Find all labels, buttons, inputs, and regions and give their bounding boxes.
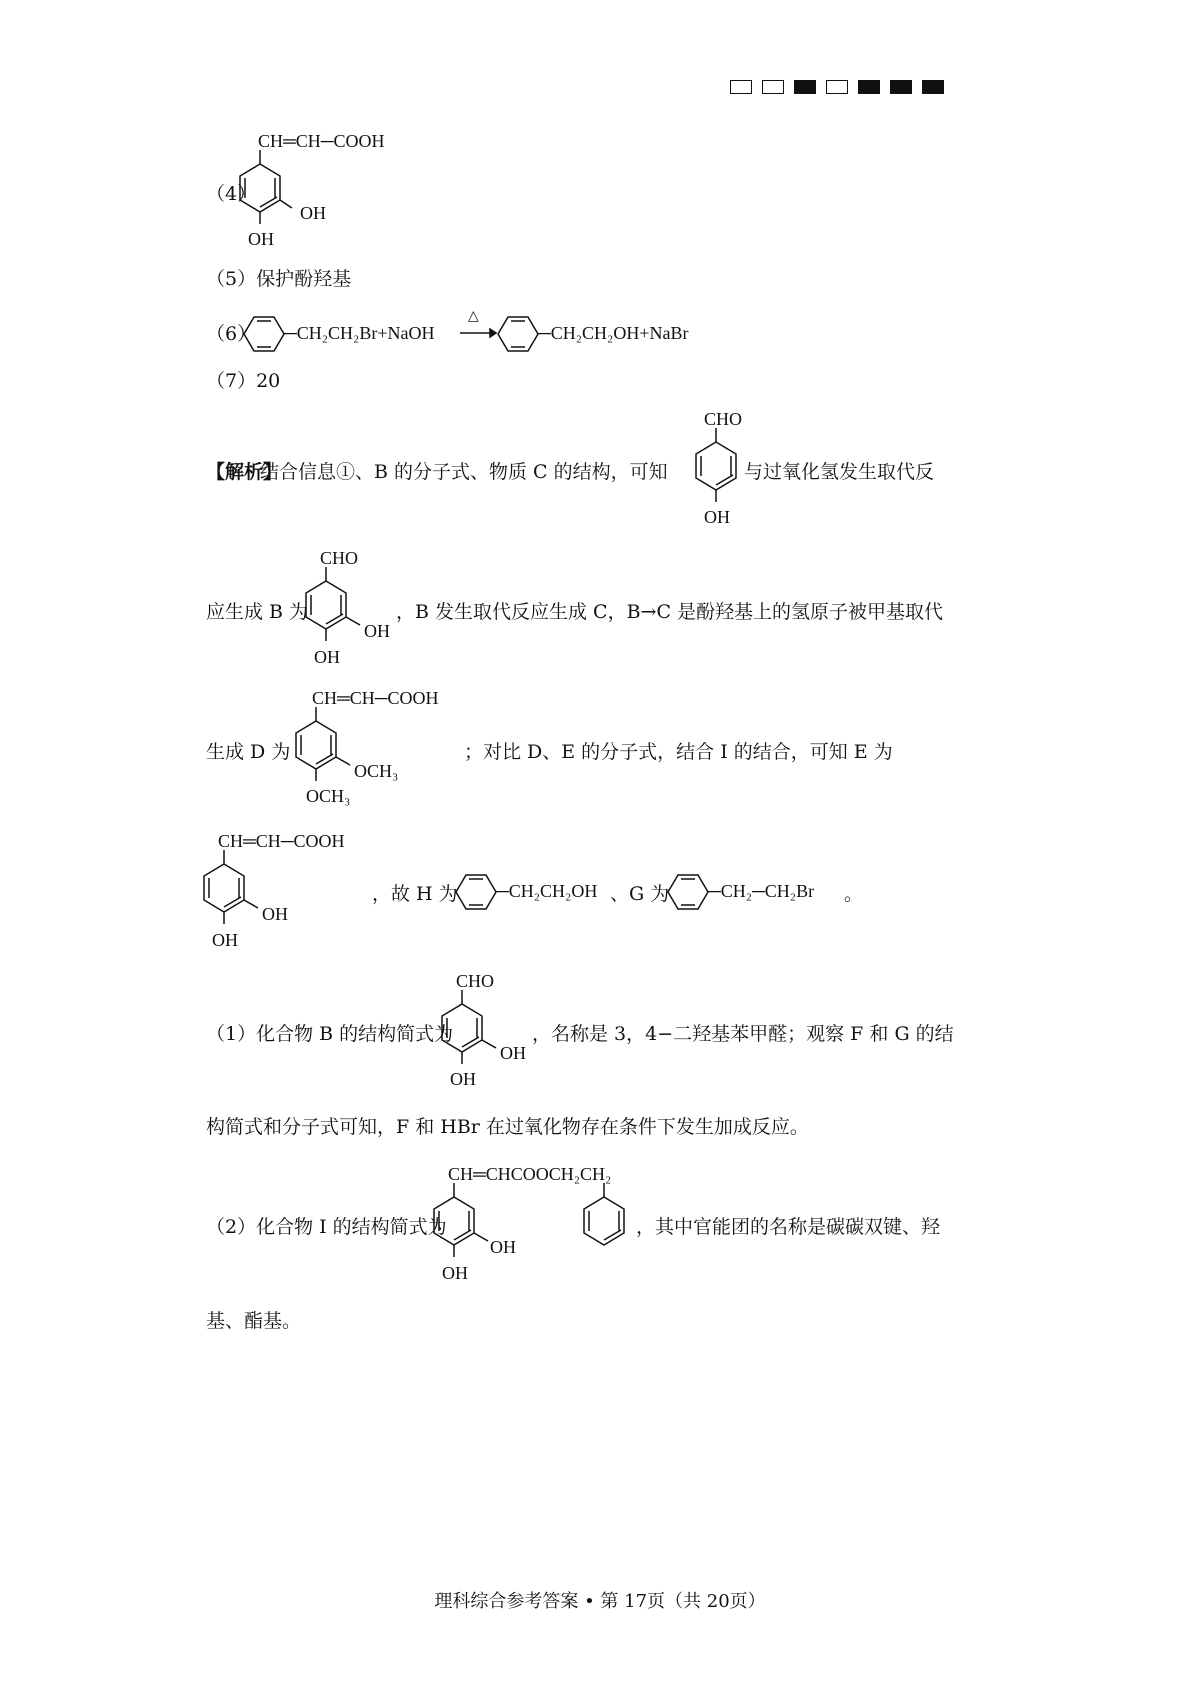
p1-text-b: 与过氧化氢发生取代反 [744, 461, 935, 483]
a6-label: （6） [206, 323, 257, 345]
a4-label: （4） [206, 183, 257, 205]
p4-chain: CH═CH─COOH [218, 831, 345, 851]
p4-h-chain: ─CH₂CH₂OH [496, 881, 598, 901]
header-square [826, 80, 848, 94]
p2-text-a: 应生成 B 为 [206, 601, 309, 623]
p2-text-b: ，B 发生取代反应生成 C，B→C 是酚羟基上的氢原子被甲基取代 [396, 601, 944, 623]
header-square [794, 80, 816, 94]
header-square [730, 80, 752, 94]
q1-oh4: OH [450, 1069, 476, 1089]
a6-left: ─CH₂CH₂Br+NaOH [284, 323, 435, 343]
q2-text-b: ，其中官能团的名称是碳碳双键、羟 [636, 1216, 941, 1238]
analysis-heading: 【解析】 [206, 461, 283, 483]
p4-text-a: ，故 H 为 [372, 883, 458, 905]
page-footer: 理科综合参考答案 • 第 17页（共 20页） [434, 1591, 766, 1612]
p3-text-b: ；对比 D、E 的分子式，结合 I 的结合，可知 E 为 [464, 741, 893, 763]
header-square [858, 80, 880, 94]
p4-end: 。 [844, 883, 864, 905]
q1-oh3: OH [500, 1043, 526, 1063]
header-square [762, 80, 784, 94]
q1-text-b: ，名称是 3，4−二羟基苯甲醛；观察 F 和 G 的结 [532, 1023, 954, 1045]
benzene-ring-icon [296, 707, 360, 789]
p4-oh3: OH [262, 904, 288, 924]
a4-oh3: OH [300, 203, 326, 223]
a7-line: （7）20 [206, 370, 281, 392]
q1-cho: CHO [456, 971, 495, 991]
benzene-ring-icon [584, 1183, 628, 1249]
a4-oh4: OH [248, 229, 274, 249]
header-square [890, 80, 912, 94]
p4-g-chain: ─CH₂─CH₂Br [708, 881, 815, 901]
q1-text-c: 构简式和分子式可知，F 和 HBr 在过氧化物存在条件下发生加成反应。 [206, 1116, 809, 1138]
a6-condition: △ [468, 309, 479, 324]
p1-text-a: 结合信息①、B 的分子式、物质 C 的结构，可知 [260, 461, 668, 483]
benzene-ring-icon [204, 850, 268, 932]
p3-och3-meta: OCH₃ [354, 761, 399, 781]
p2-cho: CHO [320, 548, 359, 568]
q2-text-c: 基、酯基。 [206, 1310, 302, 1332]
p2-oh3: OH [364, 621, 390, 641]
header-square [922, 80, 944, 94]
p1-cho: CHO [704, 409, 743, 429]
q2-oh4: OH [442, 1263, 468, 1283]
p4-oh4: OH [212, 930, 238, 950]
p4-text-b: 、G 为 [610, 883, 670, 905]
p3-och3-para: OCH₃ [306, 786, 351, 806]
p3-chain: CH═CH─COOH [312, 688, 439, 708]
p1-oh: OH [704, 507, 730, 527]
q2-chain: CH═CHCOOCH₂CH₂ [448, 1164, 612, 1184]
reaction-arrow-icon [460, 328, 496, 338]
benzene-ring-icon [306, 567, 370, 647]
a5-line: （5）保护酚羟基 [206, 268, 352, 290]
q1-text-a: （1）化合物 B 的结构简式为 [206, 1023, 454, 1045]
a6-right: ─CH₂CH₂OH+NaBr [538, 323, 689, 343]
p2-oh4: OH [314, 647, 340, 667]
p3-text-a: 生成 D 为 [206, 741, 291, 763]
q2-oh3: OH [490, 1237, 516, 1257]
a4-chain: CH═CH─COOH [258, 131, 385, 151]
q2-text-a: （2）化合物 I 的结构简式为 [206, 1216, 447, 1238]
benzene-ring-icon [696, 428, 746, 508]
